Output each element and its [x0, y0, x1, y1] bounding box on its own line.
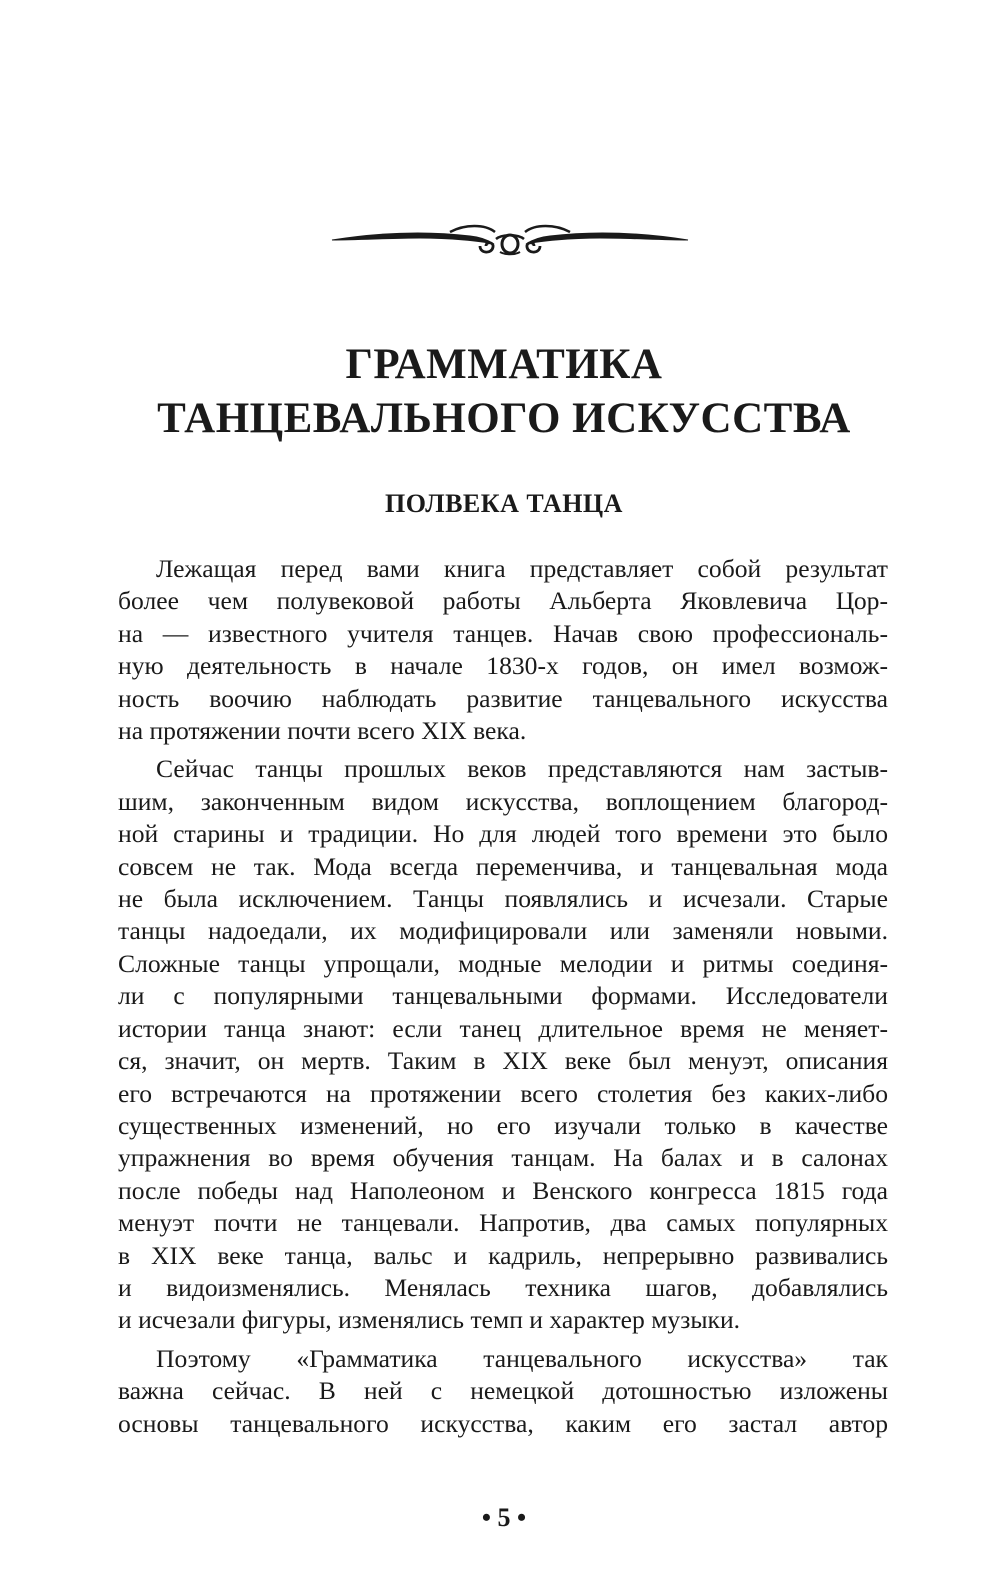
text-line: и исчезали фигуры, изменялись темп и характер музыки. [118, 1305, 741, 1335]
text-line: в XIX веке танца, вальс и кадриль, непрерывно развивались [118, 1240, 888, 1270]
paragraph-3 [118, 1343, 888, 1440]
chapter-title [0, 338, 1008, 446]
text-line: и видоизменялись. Менялась техника шагов, добавлялись [118, 1272, 888, 1302]
text-line: упражнения во время обучения танцам. На балах и в салонах [118, 1143, 888, 1173]
chapter-title-line-1: ГРАММАТИКА [345, 341, 663, 388]
text-line: его встречаются на протяжении всего столетия без каких-либо [118, 1078, 888, 1108]
text-line: шим, законченным видом искусства, воплощением благород- [118, 786, 888, 816]
text-line: ной старины и традиции. Но для людей того времени это было [118, 819, 888, 849]
text-line: ся, значит, он мертв. Таким в XIX веке был менуэт, описания [118, 1046, 888, 1076]
text-line: Поэтому «Грамматика танцевального искусства» так [156, 1343, 888, 1373]
text-line: танцы надоедали, их модифицировали или заменяли новыми. [118, 916, 888, 946]
text-line: ную деятельность в начале 1830-х годов, он имел возмож- [118, 651, 888, 681]
text-line: существенных изменений, но его изучали только в качестве [118, 1110, 888, 1140]
chapter-title-line-2: ТАНЦЕВАЛЬНОГО ИСКУССТВА [157, 395, 851, 442]
section-heading: ПОЛВЕКА ТАНЦА [385, 489, 623, 518]
text-line: более чем полувековой работы Альберта Яковлевича Цор- [118, 586, 888, 616]
text-line: менуэт почти не танцевали. Напротив, два самых популярных [118, 1208, 888, 1238]
text-line: на протяжении почти всего XIX века. [118, 716, 527, 746]
text-line: Сложные танцы упрощали, модные мелодии и ритмы соединя- [118, 948, 888, 978]
paragraph-2 [118, 753, 888, 1336]
text-line: на — известного учителя танцев. Начав свою профессиональ- [118, 618, 888, 648]
text-line: ность воочию наблюдать развитие танцевального искусства [118, 683, 888, 713]
text-line: Сейчас танцы прошлых веков представляются нам застыв- [156, 754, 888, 784]
page-number: • 5 • [481, 1503, 527, 1532]
text-line: после победы над Наполеоном и Венского конгресса 1815 года [118, 1175, 888, 1205]
text-line: Лежащая перед вами книга представляет собой результат [156, 554, 888, 583]
text-line: истории танца знают: если танец длительное время не меняет- [118, 1013, 888, 1043]
paragraph-1 [118, 553, 888, 747]
text-line: важна сейчас. В ней с немецкой дотошностью изложены [118, 1376, 888, 1406]
text-line: не была исключением. Танцы появлялись и исчезали. Старые [118, 884, 888, 914]
ornament-divider-icon [330, 222, 690, 256]
text-line: совсем не так. Мода всегда переменчива, и танцевальная мода [118, 851, 888, 881]
text-line: основы танцевального искусства, каким его застал автор [118, 1408, 888, 1438]
body-text [118, 553, 888, 1446]
text-line: ли с популярными танцевальными формами. Исследователи [118, 981, 888, 1011]
